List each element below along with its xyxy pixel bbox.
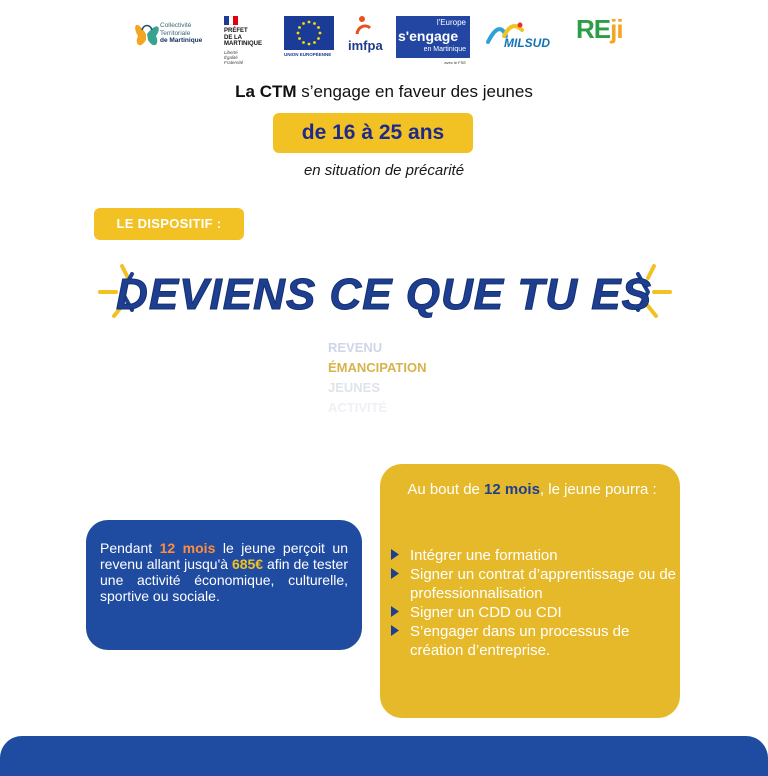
amount-highlight: 685€ xyxy=(231,556,264,572)
europe-engage-logo xyxy=(396,16,472,64)
chevron-right-icon xyxy=(388,604,403,619)
europe-t1: l'Europe xyxy=(436,18,466,27)
outcomes-duration: 12 mois xyxy=(484,481,540,498)
keyword-activite: ACTIVITÉ xyxy=(328,400,388,415)
precarite-text: en situation de précarité xyxy=(303,162,465,179)
list-item: S’engager dans un processus de création d’entreprise. xyxy=(388,622,678,660)
prefet-line3: MARTINIQUE xyxy=(224,41,262,47)
eu-flag-icon xyxy=(284,16,334,50)
outcomes-list xyxy=(388,546,678,660)
prefet-motto1: Liberté xyxy=(224,49,238,55)
duration-highlight: 12 mois xyxy=(159,540,216,556)
butterfly-icon xyxy=(132,14,162,54)
prefet-motto3: Fraternité xyxy=(224,59,244,65)
europe-t3: en Martinique xyxy=(423,46,466,53)
milsud-logo xyxy=(486,16,570,62)
list-item: Intégrer une formation xyxy=(388,546,678,565)
prefet-logo xyxy=(224,16,274,65)
reji-word: REji xyxy=(576,14,623,44)
revenue-info-text: Pendant 12 mois le jeune perçoit un revenu allant jusqu'à 685€ afin de tester une activité économique, culturelle, sportive ou sociale. xyxy=(100,540,349,604)
chevron-right-icon xyxy=(388,566,403,581)
list-item: Signer un CDD ou CDI xyxy=(388,603,678,622)
ctm-logo xyxy=(132,12,212,58)
imfpa-logo xyxy=(344,14,390,60)
main-title: DEVIENS CE QUE TU ES xyxy=(116,270,652,319)
headline-bold: La CTM xyxy=(235,82,297,101)
french-flag-icon xyxy=(224,16,238,25)
reji-logo xyxy=(576,14,642,60)
prefet-line1: PRÉFET xyxy=(224,28,248,34)
headline-rest: s’engage en faveur des jeunes xyxy=(296,82,533,101)
list-item: Signer un contrat d’apprentissage ou de professionnalisation xyxy=(388,565,678,603)
faded-keywords xyxy=(328,338,488,418)
keyword-jeunes: JEUNES xyxy=(328,380,381,395)
person-icon xyxy=(354,14,374,36)
europe-t2: s'engage xyxy=(398,28,459,44)
age-pill: de 16 à 25 ans xyxy=(273,113,473,153)
chevron-right-icon xyxy=(388,623,403,638)
europe-avec: avec le FSE xyxy=(444,60,466,65)
eu-caption: UNION EUROPÉENNE xyxy=(284,52,332,57)
outcomes-intro: Au bout de 12 mois, le jeune pourra : xyxy=(407,481,657,498)
keyword-revenu: REVENU xyxy=(328,340,383,355)
keyword-emancipation: ÉMANCIPATION xyxy=(328,360,427,375)
milsud-word: MILSUD xyxy=(504,36,550,50)
ctm-line2: Territoriale xyxy=(160,29,191,37)
chevron-right-icon xyxy=(388,547,403,562)
prefet-line2: DE LA xyxy=(224,34,242,41)
dispositif-label: LE DISPOSITIF : xyxy=(94,208,244,240)
eu-logo xyxy=(284,16,338,60)
ctm-line1: Collectivité xyxy=(160,22,192,29)
headline xyxy=(0,82,768,102)
outcomes-box xyxy=(380,464,680,718)
ctm-line3: de Martinique xyxy=(160,37,203,44)
imfpa-word: imfpa xyxy=(348,38,383,53)
prefet-motto2: Égalité xyxy=(224,54,238,60)
footer-bar xyxy=(0,736,768,776)
revenue-info-box xyxy=(86,520,362,650)
